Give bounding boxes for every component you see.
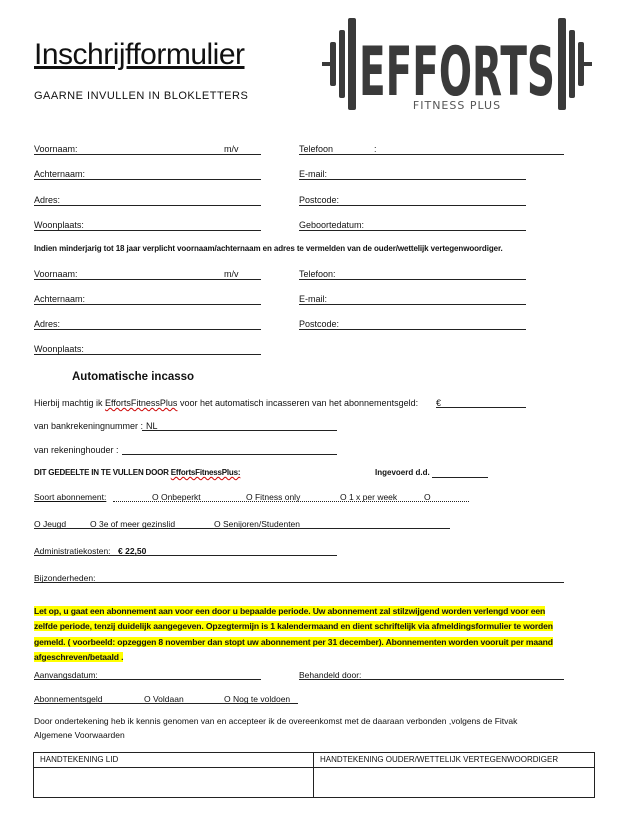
- guardian-achternaam-field[interactable]: [34, 304, 261, 305]
- soort-row2-line: [34, 528, 450, 529]
- page-subtitle: GAARNE INVULLEN IN BLOKLETTERS: [34, 90, 249, 102]
- machtiging-prefix: Hierbij machtig ik: [34, 398, 103, 408]
- machtiging-text: [34, 398, 418, 408]
- option-voldaan[interactable]: O Voldaan: [144, 694, 184, 704]
- logo-tagline: FITNESS PLUS: [412, 99, 502, 112]
- voornaam-field[interactable]: [34, 154, 261, 155]
- postcode-label: Postcode:: [299, 195, 340, 205]
- office-heading-brand: EffortsFitnessPlus:: [170, 468, 241, 477]
- agreement-line2: Algemene Voorwaarden: [34, 730, 125, 740]
- guardian-telefoon-label: Telefoon:: [299, 269, 336, 279]
- option-nog-te-voldoen[interactable]: O Nog te voldoen: [224, 694, 291, 704]
- signature-lid-cell[interactable]: [34, 753, 314, 797]
- abonnementsgeld-line: [34, 703, 298, 704]
- guardian-adres-label: Adres:: [34, 319, 61, 329]
- mv-label: m/v: [224, 144, 239, 154]
- ingevoerd-label: Ingevoerd d.d.: [375, 468, 430, 477]
- option-onbeperkt[interactable]: O Onbeperkt: [152, 492, 201, 502]
- email-label: E-mail:: [299, 169, 328, 179]
- behandeld-label: Behandeld door:: [299, 670, 362, 680]
- telefoon-colon: :: [374, 144, 377, 154]
- option-other[interactable]: O: [424, 492, 431, 502]
- geboortedatum-field[interactable]: [299, 230, 526, 231]
- office-heading: [34, 468, 240, 477]
- guardian-email-field[interactable]: [299, 304, 526, 305]
- email-field[interactable]: [299, 179, 526, 180]
- telefoon-label: Telefoon: [299, 144, 334, 154]
- page-title: Inschrijfformulier: [34, 38, 245, 71]
- signature-lid-header: HANDTEKENING LID: [34, 753, 313, 768]
- geboortedatum-label: Geboortedatum:: [299, 220, 365, 230]
- euro-sign: €: [436, 398, 442, 408]
- warning-line: gemeld. ( voorbeeld: opzeggen 8 november dan stopt uw abonnement per 31 december). Abonnementen worden vooruit per maand: [34, 636, 553, 647]
- signature-ouder-header: HANDTEKENING OUDER/WETTELIJK VERTEGENWOORDIGER: [314, 753, 594, 768]
- adres-label: Adres:: [34, 195, 61, 205]
- abonnementsgeld-label: Abonnementsgeld: [34, 694, 103, 704]
- machtiging-brand: EffortsFitnessPlus: [105, 398, 178, 408]
- machtiging-suffix: voor het automatisch incasseren van het abonnementsgeld:: [179, 398, 419, 408]
- bank-label: van bankrekeningnummer :: [34, 421, 144, 431]
- guardian-email-label: E-mail:: [299, 294, 328, 304]
- minor-note: Indien minderjarig tot 18 jaar verplicht voornaam/achternaam en adres te vermelden van de ouder/wettelijk vertegenwoordiger.: [34, 244, 503, 253]
- warning-line: Let op, u gaat een abonnement aan voor een door u bepaalde periode. Uw abonnement zal stilzwijgend worden verlengd voor een: [34, 606, 546, 616]
- signature-table: [33, 752, 595, 798]
- logo-brand: EFFORTS: [359, 33, 555, 112]
- efforts-logo: [322, 8, 592, 120]
- option-jeugd[interactable]: O Jeugd: [34, 519, 67, 529]
- soort-label: Soort abonnement:: [34, 492, 107, 502]
- guardian-woonplaats-field[interactable]: [34, 354, 261, 355]
- option-fitness-only[interactable]: O Fitness only: [246, 492, 301, 502]
- aanvangsdatum-field[interactable]: [34, 679, 261, 680]
- guardian-mv-label: m/v: [224, 269, 239, 279]
- option-3e-gezinslid[interactable]: O 3e of meer gezinslid: [90, 519, 176, 529]
- voornaam-label: Voornaam:: [34, 144, 78, 154]
- bank-nl: NL: [146, 421, 158, 431]
- office-heading-prefix: DIT GEDEELTE IN TE VULLEN DOOR: [34, 468, 169, 477]
- bijzonderheden-label: Bijzonderheden:: [34, 573, 96, 583]
- admin-kosten-label: Administratiekosten:: [34, 546, 111, 556]
- rekeninghouder-field[interactable]: [122, 454, 337, 455]
- bijzonderheden-field[interactable]: [34, 582, 564, 583]
- postcode-field[interactable]: [299, 205, 526, 206]
- soort-row1-line: [113, 501, 469, 502]
- guardian-postcode-field[interactable]: [299, 329, 526, 330]
- aanvangsdatum-label: Aanvangsdatum:: [34, 670, 98, 680]
- guardian-adres-field[interactable]: [34, 329, 261, 330]
- option-senioren-studenten[interactable]: O Senijoren/Studenten: [214, 519, 301, 529]
- guardian-voornaam-field[interactable]: [34, 279, 261, 280]
- guardian-voornaam-label: Voornaam:: [34, 269, 78, 279]
- achternaam-label: Achternaam:: [34, 169, 86, 179]
- bankrekening-field[interactable]: [142, 430, 337, 431]
- warning-paragraph: [34, 604, 586, 666]
- warning-line: afgeschreven/betaald .: [34, 652, 124, 663]
- behandeld-field[interactable]: [299, 679, 564, 680]
- telefoon-field[interactable]: [299, 154, 564, 155]
- ingevoerd-field[interactable]: [432, 477, 488, 478]
- warning-line: zelfde periode, tenzij duidelijk aangegeven. Opzegtermijn is 1 kalendermaand en dient schriftelijk via afmeldingsformulier te worden: [34, 621, 553, 632]
- achternaam-field[interactable]: [34, 179, 261, 180]
- woonplaats-field[interactable]: [34, 230, 261, 231]
- guardian-achternaam-label: Achternaam:: [34, 294, 86, 304]
- incasso-heading: Automatische incasso: [72, 371, 195, 383]
- abonnementsgeld-field[interactable]: [436, 407, 526, 408]
- guardian-woonplaats-label: Woonplaats:: [34, 344, 84, 354]
- adres-field[interactable]: [34, 205, 261, 206]
- guardian-postcode-label: Postcode:: [299, 319, 340, 329]
- admin-kosten-line: [34, 555, 337, 556]
- woonplaats-label: Woonplaats:: [34, 220, 84, 230]
- guardian-telefoon-field[interactable]: [299, 279, 526, 280]
- signature-ouder-cell[interactable]: [314, 753, 594, 797]
- option-1x-per-week[interactable]: O 1 x per week: [340, 492, 398, 502]
- holder-label: van rekeninghouder :: [34, 445, 119, 455]
- admin-kosten-value: € 22,50: [118, 546, 147, 556]
- agreement-line1: Door ondertekening heb ik kennis genomen van en accepteer ik de overeenkomst met de daaraan verbonden ,volgens de Fitvak: [34, 716, 518, 726]
